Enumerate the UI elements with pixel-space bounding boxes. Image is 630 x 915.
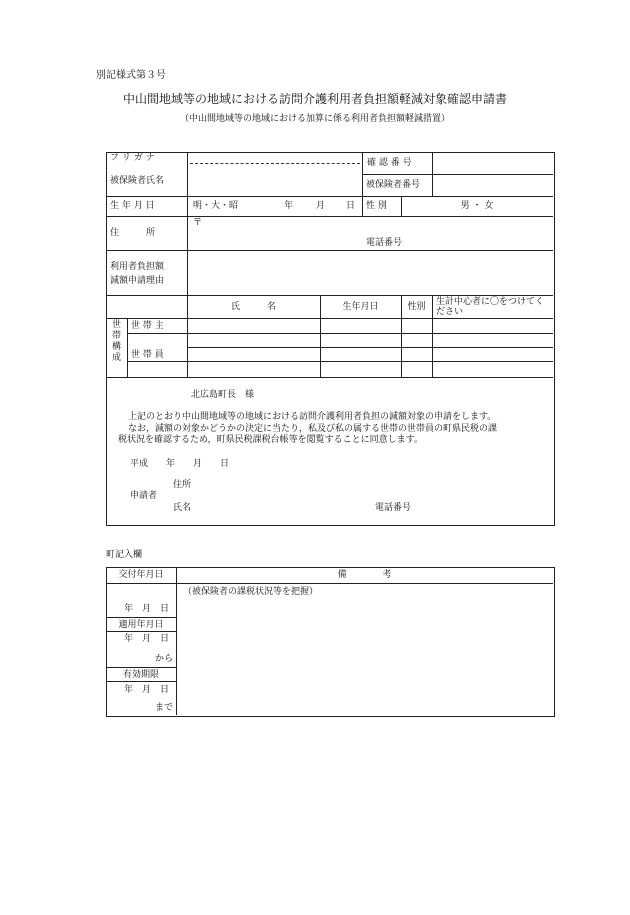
declaration-paragraph-2-line1: なお，減額の対象かどうかの決定に当たり，私及び私の属する世帯の世帯員の町県民税の課 (128, 424, 498, 434)
application-date[interactable]: 平成 年 月 日 (130, 459, 230, 469)
addressee: 北広島町長 様 (191, 390, 255, 400)
page-title: 中山間地域等の地域における訪問介護利用者負担額軽減対象確認申請書 (122, 92, 507, 106)
household-member-label: 世 帯 員 (131, 350, 164, 360)
birthdate-label: 生 年 月 日 (110, 201, 155, 211)
issue-date-ymd[interactable]: 年 月 日 (124, 604, 170, 614)
form-number: 別記様式第３号 (96, 70, 166, 81)
birth-day-unit: 日 (346, 201, 356, 211)
issue-date-label: 交付年月日 (118, 570, 164, 580)
address-input[interactable] (205, 218, 545, 236)
phone-label: 電話番号 (366, 238, 403, 248)
applicant-address-label: 住所 (173, 480, 192, 490)
birth-year-unit: 年 (284, 201, 294, 211)
apply-date-from: から (154, 654, 173, 664)
era-options[interactable]: 明・大・昭 (193, 201, 239, 211)
applicant-label: 申請者 (130, 491, 158, 501)
office-section-title: 町記入欄 (106, 550, 143, 560)
valid-period-ymd[interactable]: 年 月 日 (124, 685, 170, 695)
column-birthdate: 生年月日 (342, 302, 379, 312)
declaration-paragraph-1: 上記のとおり中山間地域等の地域における訪問介護利用者負担の減額対象の申請をします。 (128, 412, 497, 422)
applicant-name-input[interactable] (200, 501, 360, 513)
member2-name-input[interactable] (189, 349, 318, 359)
insured-name-input[interactable] (190, 166, 360, 194)
sex-label: 性 別 (366, 201, 387, 211)
applicant-phone-label: 電話番号 (375, 503, 412, 513)
page-subtitle: （中山間地域等の地域における加算に係る利用者負担額軽減措置） (179, 114, 450, 124)
applicant-name-label: 氏名 (173, 503, 192, 513)
column-sex: 性別 (407, 302, 426, 312)
applicant-address-input[interactable] (200, 478, 540, 490)
householder-name-input[interactable] (189, 320, 318, 331)
postal-mark: 〒 (193, 218, 203, 228)
valid-period-until: まで (154, 703, 173, 713)
apply-date-ymd[interactable]: 年 月 日 (124, 634, 170, 644)
applicant-phone-input[interactable] (420, 501, 540, 513)
insured-number-input[interactable] (434, 176, 551, 194)
confirm-number-input[interactable] (434, 154, 551, 172)
furigana-input[interactable] (190, 153, 360, 162)
reason-label-line1: 利用者負担額 (110, 262, 165, 272)
household-label: 世帯構成 (112, 320, 122, 363)
address-label: 住 所 (110, 228, 156, 238)
member1-name-input[interactable] (189, 335, 318, 345)
householder-label: 世 帯 主 (131, 321, 164, 331)
column-name: 氏 名 (230, 302, 276, 312)
remarks-label: 備 考 (337, 570, 392, 580)
reason-input[interactable] (190, 253, 550, 293)
declaration-paragraph-2-line2: 税状況を確認するため，町県民税課税台帳等を閲覧することに同意します。 (118, 435, 423, 445)
remarks-note: （被保険者の課税状況等を把握） (183, 587, 319, 597)
sex-options[interactable]: 男 ・ 女 (460, 201, 494, 211)
insured-name-label: 被保険者氏名 (110, 176, 165, 186)
reason-label-line2: 減額申請理由 (110, 276, 165, 286)
member3-name-input[interactable] (189, 363, 318, 375)
confirm-number-label: 確 認 番 号 (367, 158, 412, 168)
column-household-head: 生計中心者に〇をつけてください (436, 297, 545, 317)
insured-number-label: 被保険者番号 (366, 180, 421, 190)
office-table (106, 567, 555, 717)
furigana-label: フ リ ガ ナ (110, 153, 155, 163)
birth-month-unit: 月 (316, 201, 326, 211)
apply-date-label: 適用年月日 (118, 620, 164, 630)
valid-period-label: 有効期限 (122, 670, 159, 680)
